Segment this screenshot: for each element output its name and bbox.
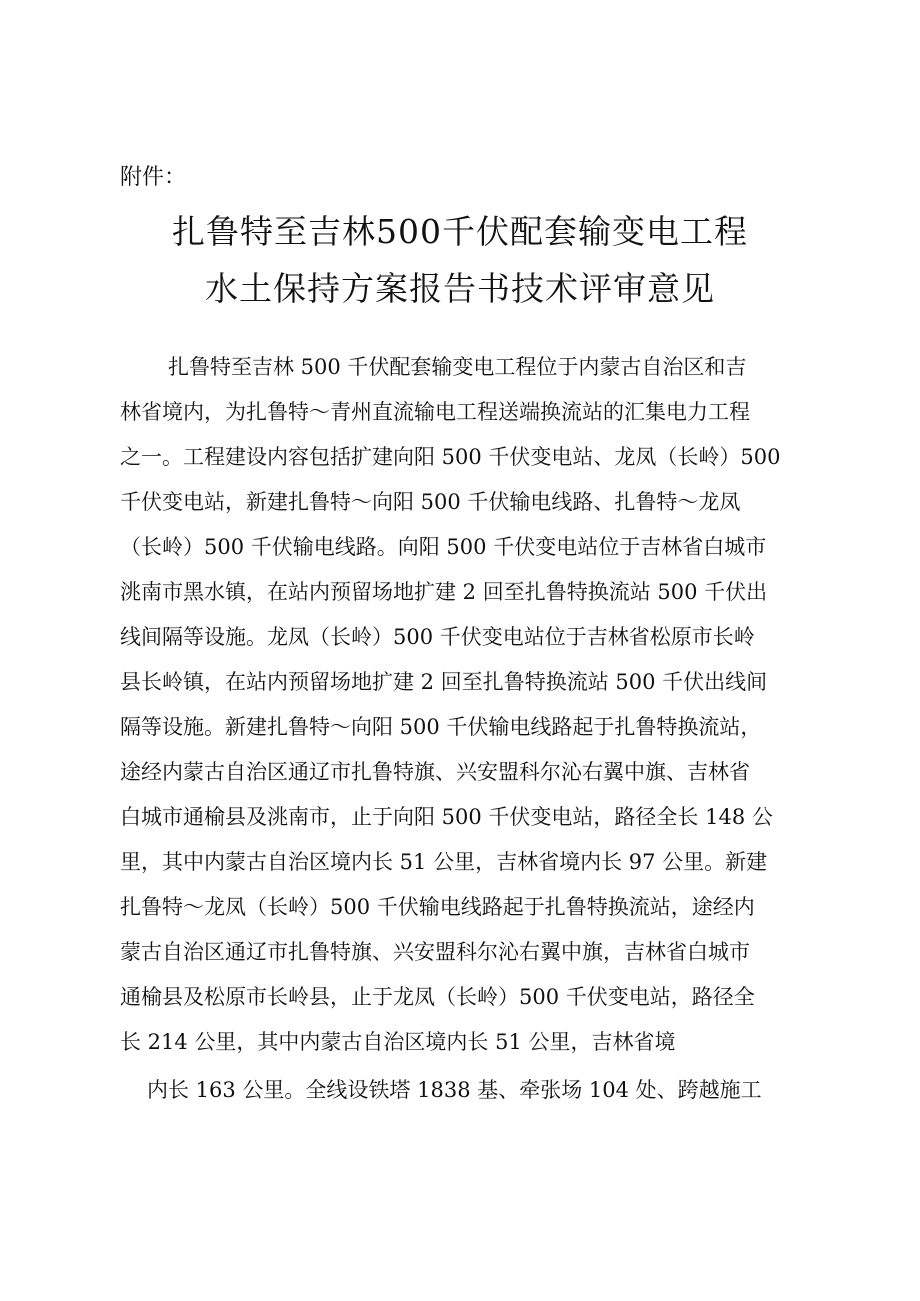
body-paragraph-line: 通榆县及松原市长岭县，止于龙凤（长岭）500 千伏变电站，路径全 xyxy=(120,985,755,1009)
body-paragraph-line: 隔等设施。新建扎鲁特～向阳 500 千伏输电线路起于扎鲁特换流站， xyxy=(120,715,762,739)
body-paragraph-line: 白城市通榆县及洮南市，止于向阳 500 千伏变电站，路径全长 148 公 xyxy=(120,805,773,829)
body-paragraph-line: 扎鲁特至吉林 500 千伏配套输变电工程位于内蒙古自治区和吉 xyxy=(168,355,747,379)
body-paragraph-line: 千伏变电站，新建扎鲁特～向阳 500 千伏输电线路、扎鲁特～龙凤 xyxy=(120,490,741,514)
body-paragraph-line: 途经内蒙古自治区通辽市扎鲁特旗、兴安盟科尔沁右翼中旗、吉林省 xyxy=(120,760,750,784)
body-paragraph-line: 林省境内，为扎鲁特～青州直流输电工程送端换流站的汇集电力工程 xyxy=(120,400,750,424)
body-paragraph-line: 长 214 公里，其中内蒙古自治区境内长 51 公里，吉林省境 xyxy=(120,1030,676,1054)
body-paragraph-line: 蒙古自治区通辽市扎鲁特旗、兴安盟科尔沁右翼中旗，吉林省白城市 xyxy=(120,940,750,964)
body-paragraph-line: 扎鲁特～龙凤（长岭）500 千伏输电线路起于扎鲁特换流站，途经内 xyxy=(120,895,755,919)
document-title-line-2: 水土保持方案报告书技术评审意见 xyxy=(205,269,715,308)
attachment-label: 附件： xyxy=(120,165,187,190)
body-paragraph-line: 洮南市黑水镇，在站内预留场地扩建 2 回至扎鲁特换流站 500 千伏出 xyxy=(120,580,768,604)
body-paragraph-line: 之一。工程建设内容包括扩建向阳 500 千伏变电站、龙凤（长岭）500 xyxy=(120,445,781,469)
body-paragraph-line: 县长岭镇，在站内预留场地扩建 2 回至扎鲁特换流站 500 千伏出线间 xyxy=(120,670,768,694)
continuation-line: 内长 163 公里。全线设铁塔 1838 基、牵张场 104 处、跨越施工 xyxy=(147,1078,762,1102)
body-paragraph-line: （长岭）500 千伏输电线路。向阳 500 千伏变电站位于吉林省白城市 xyxy=(120,535,767,559)
document-title-line-1: 扎鲁特至吉林500千伏配套输变电工程 xyxy=(172,212,748,251)
body-paragraph-line: 线间隔等设施。龙凤（长岭）500 千伏变电站位于吉林省松原市长岭 xyxy=(120,625,755,649)
body-paragraph-line: 里，其中内蒙古自治区境内长 51 公里，吉林省境内长 97 公里。新建 xyxy=(120,850,768,874)
